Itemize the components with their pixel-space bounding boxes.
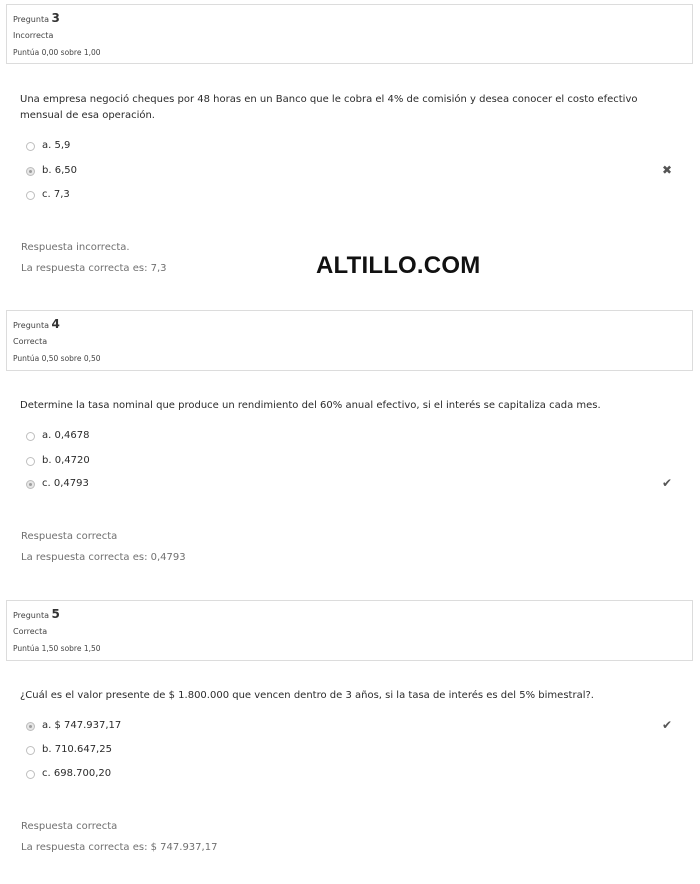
question-title [13,317,686,333]
correct-answer-text: La respuesta correcta es: 7,3 [21,263,167,274]
question-number: 5 [51,607,60,621]
answer-option-c[interactable] [26,767,111,781]
option-label: b. 0,4720 [42,455,90,466]
radio-button-selected[interactable] [26,167,35,176]
question-text: Una empresa negoció cheques por 48 horas en un Banco que le cobra el 4% de comisión y desea conocer el costo efectivo mensual de esa operación. [20,94,638,121]
option-label: a. 0,4678 [42,430,90,441]
answer-option-b[interactable] [26,164,77,178]
option-label: c. 0,4793 [42,478,89,489]
cross-icon: ✖ [662,163,673,177]
option-label: a. 5,9 [42,140,71,151]
question-label: Pregunta [13,15,49,24]
question-info-5 [6,600,693,661]
radio-button[interactable] [26,746,35,755]
answer-option-a[interactable] [26,429,89,443]
radio-button[interactable] [26,770,35,779]
radio-button[interactable] [26,457,35,466]
question-text: ¿Cuál es el valor presente de $ 1.800.000 que vencen dentro de 3 años, si la tasa de interés es del 5% bimestral?. [20,690,594,701]
question-grade: Puntúa 0,50 sobre 0,50 [13,354,101,363]
feedback-text: Respuesta incorrecta. [21,242,130,253]
check-icon: ✔ [662,476,673,490]
correct-answer-text: La respuesta correcta es: $ 747.937,17 [21,842,218,853]
question-state: Correcta [13,627,48,636]
question-info-4 [6,310,693,371]
radio-button-selected[interactable] [26,480,35,489]
radio-button-selected[interactable] [26,722,35,731]
question-grade: Puntúa 0,00 sobre 1,00 [13,48,101,57]
feedback-text: Respuesta correcta [21,531,118,542]
question-info-3 [6,4,693,64]
question-text: Determine la tasa nominal que produce un rendimiento del 60% anual efectivo, si el interés se capitaliza cada mes. [20,400,601,411]
radio-button[interactable] [26,142,35,151]
check-icon: ✔ [662,718,673,732]
question-label: Pregunta [13,611,49,620]
option-label: c. 698.700,20 [42,768,112,779]
question-title [13,607,686,623]
answer-option-c[interactable] [26,188,70,202]
radio-button[interactable] [26,432,35,441]
option-label: a. $ 747.937,17 [42,720,122,731]
question-label: Pregunta [13,321,49,330]
radio-button[interactable] [26,191,35,200]
question-state: Incorrecta [13,31,54,40]
question-number: 4 [51,317,60,331]
question-title [13,11,686,27]
feedback-text: Respuesta correcta [21,821,118,832]
option-label: b. 710.647,25 [42,744,112,755]
answer-option-c[interactable] [26,477,89,491]
question-state: Correcta [13,337,48,346]
question-number: 3 [51,11,60,25]
answer-option-a[interactable] [26,139,70,153]
answer-option-b[interactable] [26,454,90,468]
option-label: c. 7,3 [42,189,70,200]
answer-option-a[interactable] [26,719,121,733]
question-grade: Puntúa 1,50 sobre 1,50 [13,644,101,653]
correct-answer-text: La respuesta correcta es: 0,4793 [21,552,186,563]
option-label: b. 6,50 [42,165,77,176]
answer-option-b[interactable] [26,743,112,757]
watermark-logo: ALTILLO.COM [316,252,481,279]
